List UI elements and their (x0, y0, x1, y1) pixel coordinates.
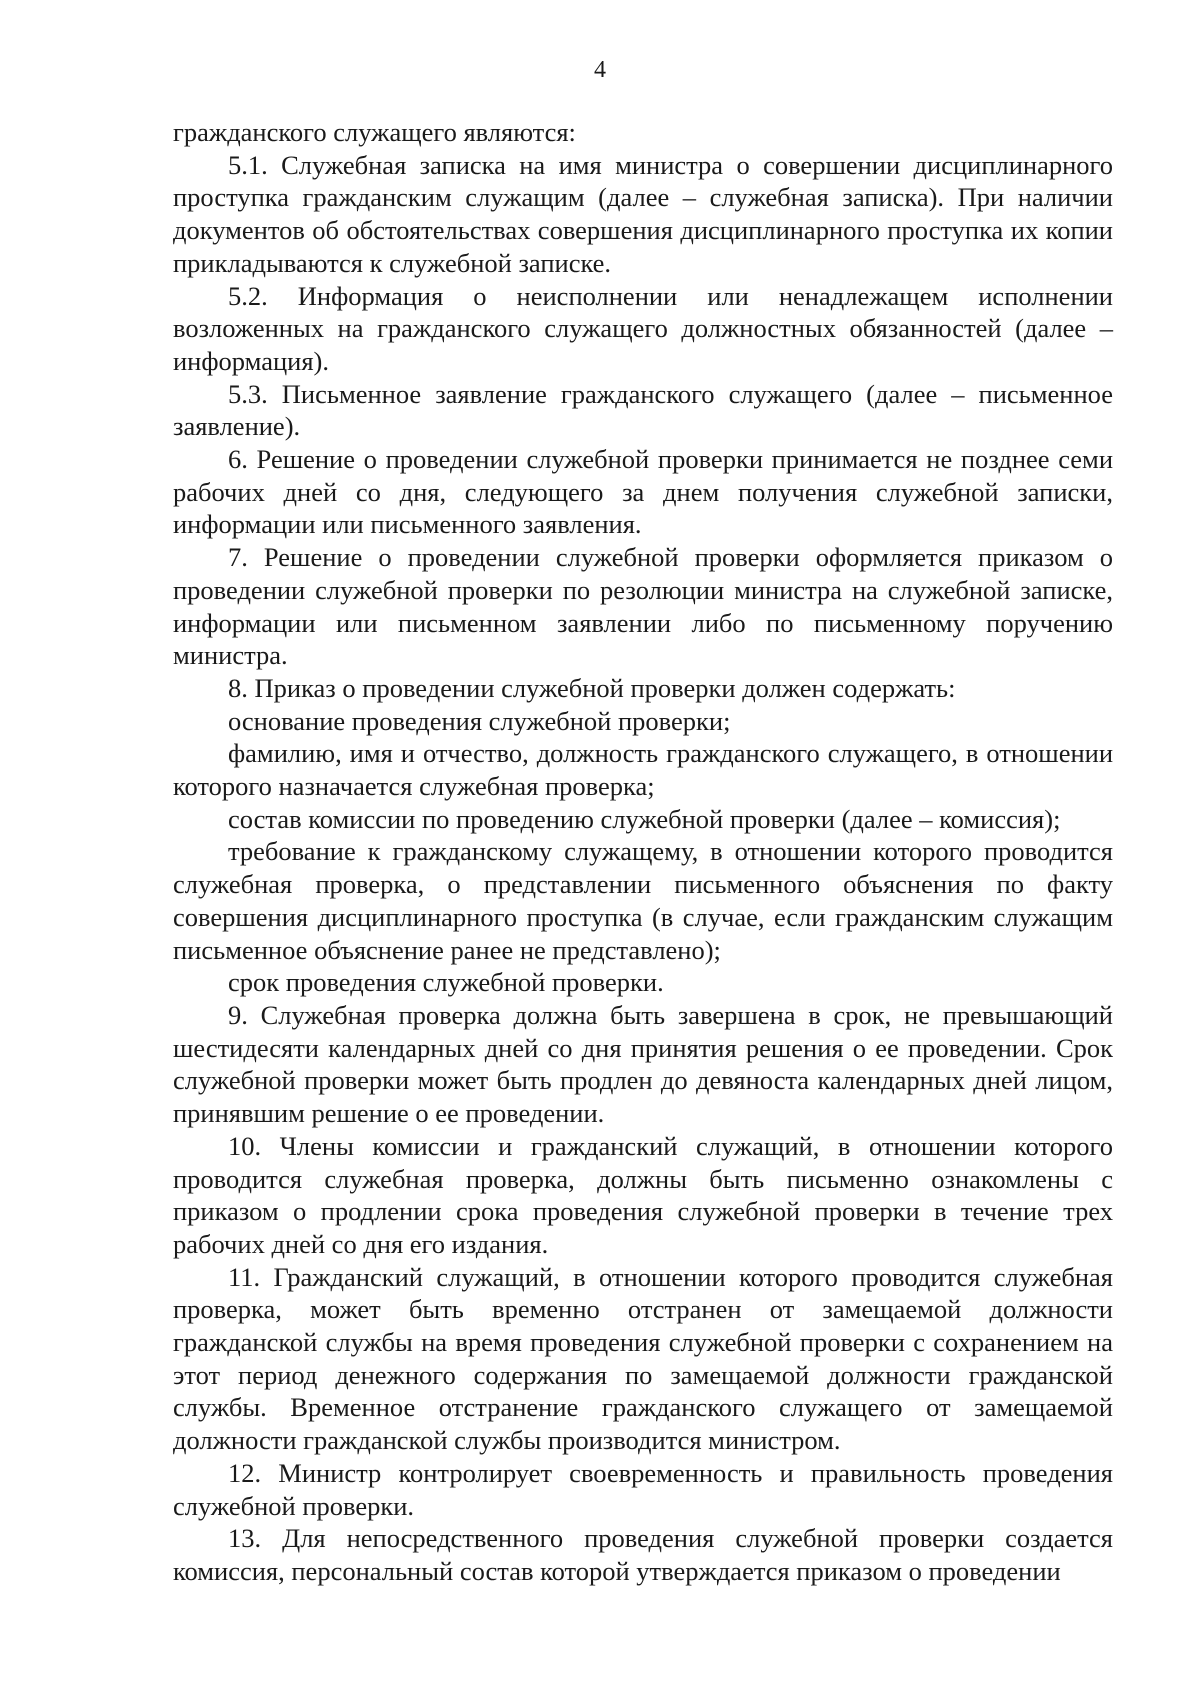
paragraph: 5.1. Служебная записка на имя министра о совершении дисциплинарного проступка гражданским служащим (далее – служебная записка). При наличии документов об обстоятельствах совершения дисциплинарного проступка их копии прикладываются к служебной записке. (173, 149, 1113, 278)
paragraph: фамилию, имя и отчество, должность гражданского служащего, в отношении которого назначается служебная проверка; (173, 738, 1113, 802)
paragraph: 7. Решение о проведении служебной проверки оформляется приказом о проведении служебной проверки по резолюции министра на служебной записке, информации или письменном заявлении либо по письменному поручению министра. (173, 542, 1113, 671)
paragraph: 9. Служебная проверка должна быть завершена в срок, не превышающий шестидесяти календарных дней со дня принятия решения о ее проведении. Срок служебной проверки может быть продлен до девяноста календарных дней лицом, принявшим решение о ее проведении. (173, 999, 1113, 1129)
paragraph: 8. Приказ о проведении служебной проверки должен содержать: (228, 672, 956, 703)
paragraph: требование к гражданскому служащему, в отношении которого проводится служебная проверка, о представлении письменного объяснения по факту совершения дисциплинарного проступка (в случае, если гражданским служащим письменное объяснение ранее не представлено); (173, 836, 1113, 965)
page-number: 4 (594, 57, 606, 83)
paragraph: 13. Для непосредственного проведения служебной проверки создается комиссия, персональный состав которой утверждается приказом о проведении (173, 1523, 1113, 1586)
paragraph: 5.3. Письменное заявление гражданского служащего (далее – письменное заявление). (173, 378, 1113, 442)
continuation-paragraph: гражданского служащего являются: (173, 117, 576, 147)
paragraph: 5.2. Информация о неисполнении или ненадлежащем исполнении возложенных на гражданского служащего должностных обязанностей (далее – информация). (173, 280, 1113, 376)
paragraph: 11. Гражданский служащий, в отношении которого проводится служебная проверка, может быть временно отстранен от замещаемой должности гражданской службы на время проведения служебной проверки с сохранением на этот период денежного содержания по замещаемой должности гражданской службы. Временное отстранение гражданского служащего от замещаемой должности гражданской службы производится министром. (173, 1261, 1113, 1456)
paragraph: 6. Решение о проведении служебной проверки принимается не позднее семи рабочих дней со дня, следующего за днем получения служебной записки, информации или письменного заявления. (173, 444, 1113, 540)
document-body (173, 116, 1113, 1588)
paragraph: основание проведения служебной проверки; (228, 705, 731, 736)
paragraph: состав комиссии по проведению служебной проверки (далее – комиссия); (228, 803, 1061, 834)
paragraph: 12. Министр контролирует своевременность и правильность проведения служебной проверки. (173, 1457, 1113, 1521)
paragraph: 10. Члены комиссии и гражданский служащий, в отношении которого проводится служебная проверка, должны быть письменно ознакомлены с приказом о продлении срока проведения служебной проверки в течение трех рабочих дней со дня его издания. (173, 1130, 1113, 1259)
paragraph: срок проведения служебной проверки. (228, 967, 664, 998)
